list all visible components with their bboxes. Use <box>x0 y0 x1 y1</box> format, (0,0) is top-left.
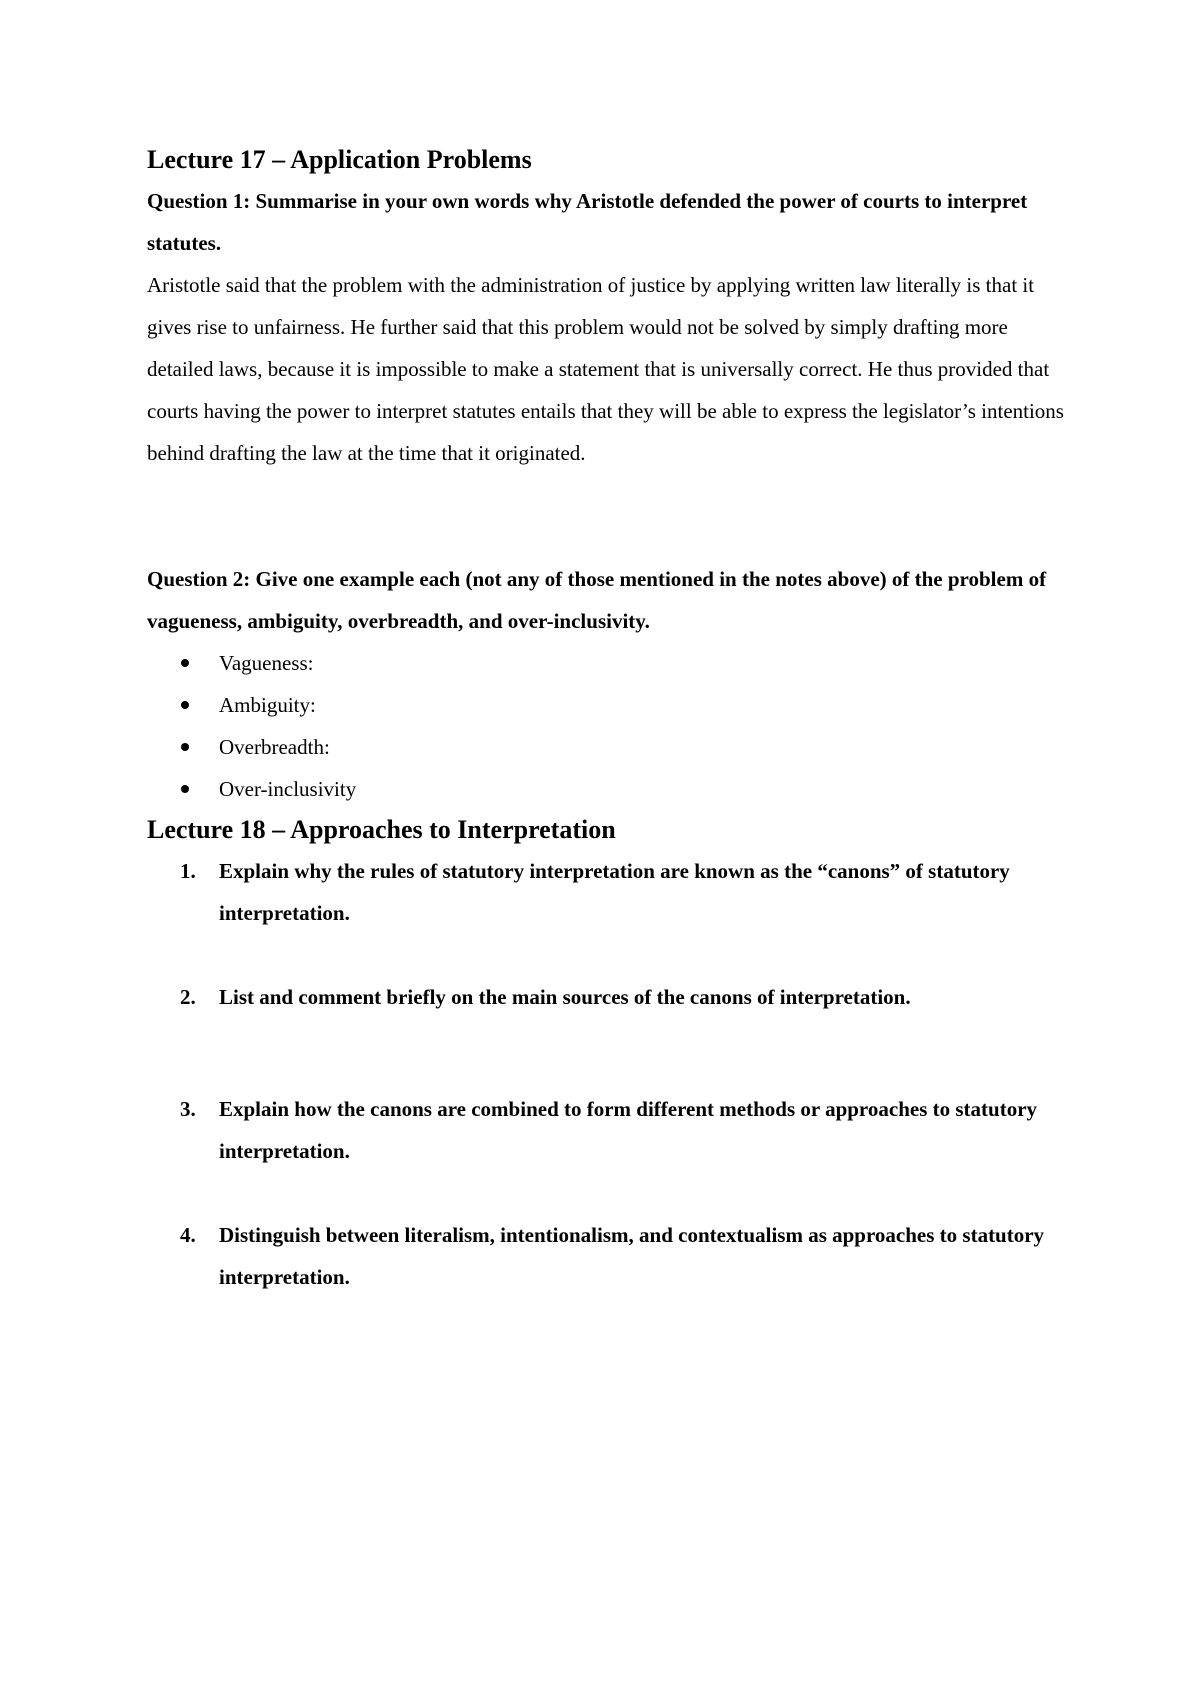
example-list <box>147 642 1067 810</box>
spacer <box>147 474 1067 558</box>
numbered-item <box>147 850 1067 934</box>
item-number: 3. <box>180 1097 196 1121</box>
item-number: 4. <box>180 1223 196 1247</box>
bullet-icon <box>181 743 189 751</box>
list-item <box>181 768 1067 810</box>
list-item <box>181 642 1067 684</box>
bullet-icon <box>181 701 189 709</box>
document-content <box>147 140 1067 1298</box>
numbered-item <box>147 976 1067 1018</box>
spacer <box>147 1018 1067 1088</box>
answer-1: Aristotle said that the problem with the administration of justice by applying written law literally is that it gives rise to unfairness. He further said that this problem would not be solved by simply drafting more detailed laws, because it is impossible to make a statement that is universally correct. He thus provided that courts having the power to interpret statutes entails that they will be able to express the legislator’s intentions behind drafting the law at the time that it originated. <box>147 273 1064 465</box>
spacer <box>147 1172 1067 1214</box>
numbered-item <box>147 1214 1067 1298</box>
bullet-icon <box>181 785 189 793</box>
item-text: Explain how the canons are combined to form different methods or approaches to statutory interpretation. <box>219 1097 1038 1163</box>
list-item-label: Overbreadth: <box>219 735 330 759</box>
lecture-17-heading: Lecture 17 – Application Problems <box>147 145 532 174</box>
lecture-18-questions <box>147 1088 1067 1172</box>
numbered-item <box>147 1088 1067 1172</box>
list-item-label: Ambiguity: <box>219 693 316 717</box>
item-number: 1. <box>180 859 196 883</box>
list-item <box>181 726 1067 768</box>
item-text: List and comment briefly on the main sources of the canons of interpretation. <box>219 985 911 1009</box>
question-1: Question 1: Summarise in your own words why Aristotle defended the power of courts to interpret statutes. <box>147 189 1028 255</box>
list-item-label: Vagueness: <box>219 651 314 675</box>
lecture-18-questions <box>147 1214 1067 1298</box>
item-text: Explain why the rules of statutory interpretation are known as the “canons” of statutory interpretation. <box>219 859 1010 925</box>
item-text: Distinguish between literalism, intentionalism, and contextualism as approaches to statutory interpretation. <box>219 1223 1045 1289</box>
lecture-18-heading: Lecture 18 – Approaches to Interpretation <box>147 815 616 844</box>
item-number: 2. <box>180 985 196 1009</box>
spacer <box>147 934 1067 976</box>
lecture-18-questions <box>147 850 1067 934</box>
lecture-18-questions <box>147 976 1067 1018</box>
list-item-label: Over-inclusivity <box>219 777 357 801</box>
question-2: Question 2: Give one example each (not any of those mentioned in the notes above) of the problem of vagueness, ambiguity, overbreadth, and over-inclusivity. <box>147 567 1047 633</box>
bullet-icon <box>181 659 189 667</box>
list-item <box>181 684 1067 726</box>
